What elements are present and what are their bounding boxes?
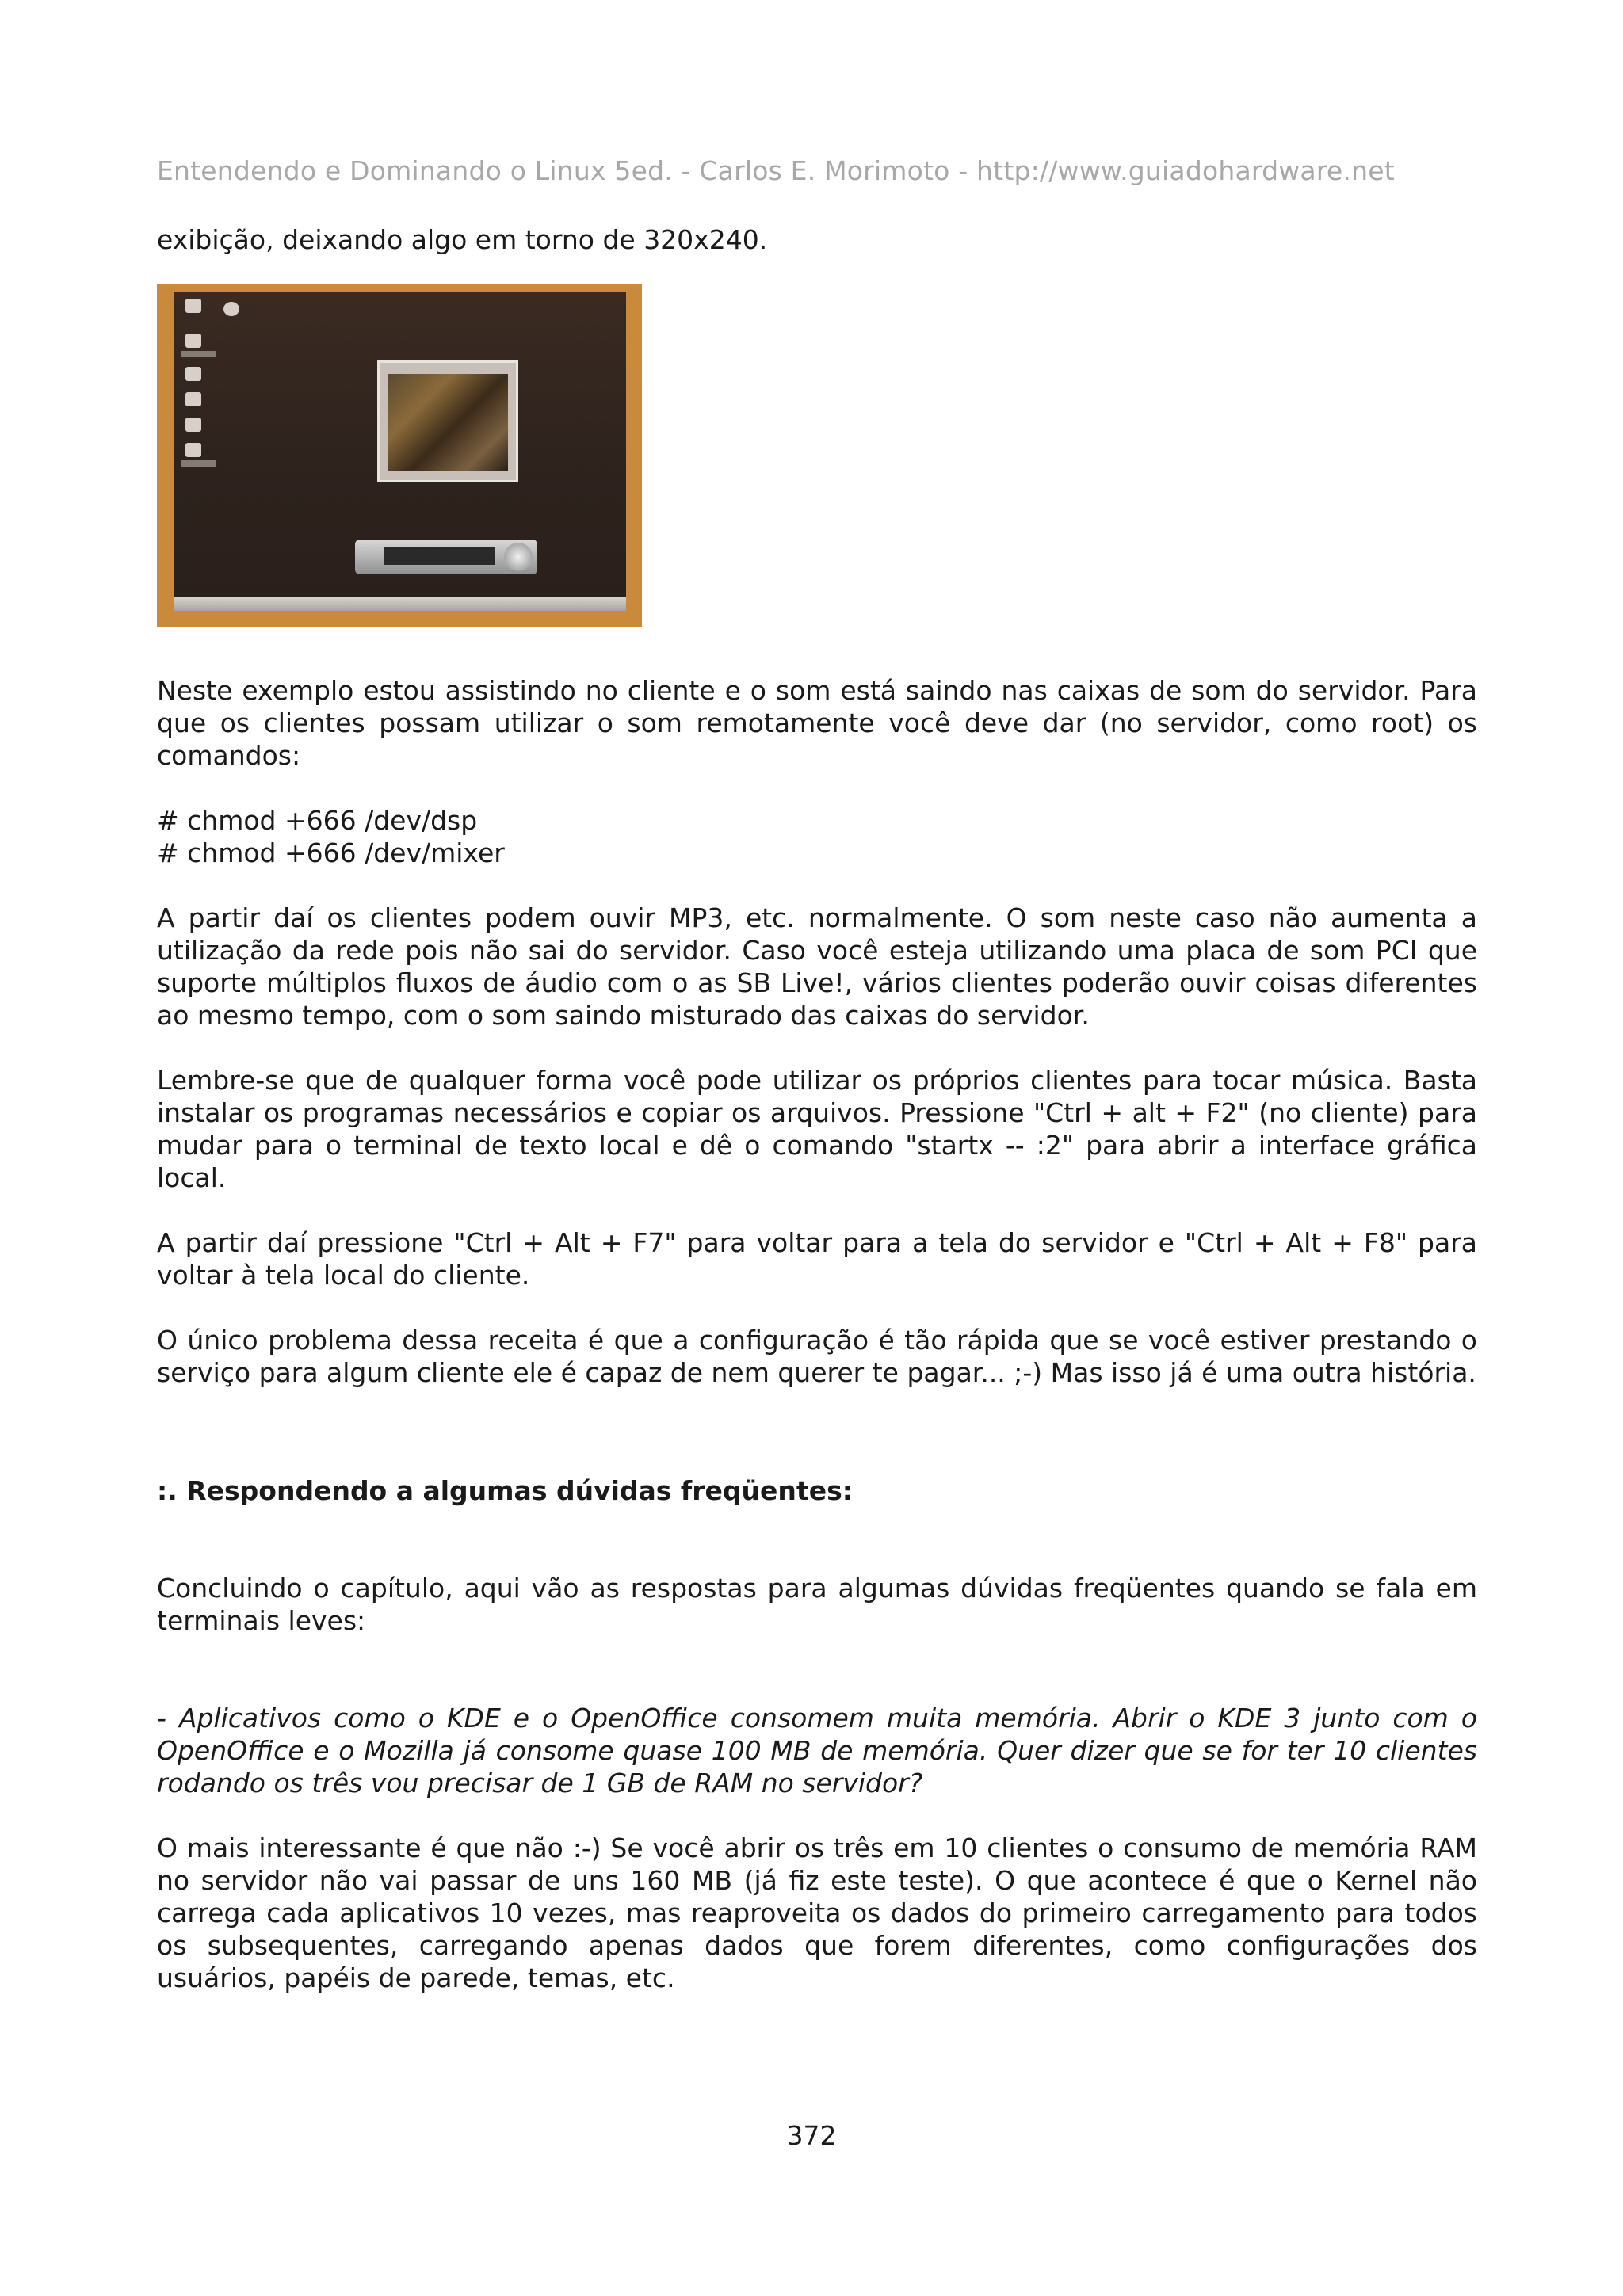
command-block [157, 804, 1477, 869]
page-number: 372 [786, 2120, 837, 2151]
running-header: Entendendo e Dominando o Linux 5ed. - Carlos E. Morimoto - http://www.guiadohardware.net [157, 155, 1395, 186]
intro-paragraph: exibição, deixando algo em torno de 320x240. [157, 224, 768, 255]
body-paragraph: Neste exemplo estou assistindo no cliente e o som está saindo nas caixas de som do servidor. Para que os clientes possam utilizar o som remotamente você deve dar (no servidor, como root) os comandos: [157, 675, 1477, 771]
desktop-icon-label [181, 460, 216, 467]
section-intro: Concluindo o capítulo, aqui vão as respostas para algumas dúvidas freqüentes quando se fala em terminais leves: [157, 1573, 1477, 1636]
body-paragraph: O único problema dessa receita é que a configuração é tão rápida que se você estiver prestando o serviço para algum cliente ele é capaz de nem querer te pagar... ;-) Mas isso já é uma outra história. [157, 1325, 1477, 1388]
desktop-icon [185, 418, 201, 432]
media-player [355, 540, 537, 574]
desktop-icon [185, 392, 201, 406]
page-content [157, 223, 1477, 1994]
volume-knob-icon [504, 543, 533, 571]
faq-answer: O mais interessante é que não :-) Se você abrir os três em 10 clientes o consumo de memória RAM no servidor não vai passar de uns 160 MB (já fiz este teste). O que acontece é que o Kernel não carrega cada aplicativos 10 vezes, mas reaproveita os dados do primeiro carregamento para todos os subsequentes, carregando apenas dados que forem diferentes, como configurações dos usuários, papéis de parede, temas, etc. [157, 1833, 1477, 1993]
desktop-icon [185, 443, 201, 457]
desktop-icon [223, 302, 239, 316]
video-window [377, 360, 518, 482]
faq-question: - Aplicativos como o KDE e o OpenOffice consomem muita memória. Abrir o KDE 3 junto com o OpenOffice e o Mozilla já consome quase 100 MB de memória. Quer dizer que se for ter 10 clientes rodando os três vou precisar de 1 GB de RAM no servidor? [157, 1703, 1477, 1798]
body-paragraph: A partir daí os clientes podem ouvir MP3, etc. normalmente. O som neste caso não aumenta a utilização da rede pois não sai do servidor. Caso você esteja utilizando uma placa de som PCI que suporte múltiplos fluxos de áudio com o as SB Live!, vários clientes poderão ouvir coisas diferentes ao mesmo tempo, com o som saindo misturado das caixas do servidor. [157, 902, 1477, 1031]
body-paragraph: A partir daí pressione "Ctrl + Alt + F7" para voltar para a tela do servidor e "Ctrl + Alt + F8" para voltar à tela local do cliente. [157, 1227, 1477, 1291]
body-paragraph: Lembre-se que de qualquer forma você pode utilizar os próprios clientes para tocar música. Basta instalar os programas necessários e copiar os arquivos. Pressione "Ctrl + alt + F2" (no cliente) para mudar para o terminal de texto local e dê o comando "startx -- :2" para abrir a interface gráfica local. [157, 1065, 1477, 1193]
command-line: # chmod +666 /dev/dsp [157, 805, 478, 836]
command-line: # chmod +666 /dev/mixer [157, 837, 505, 868]
desktop-icon [185, 367, 201, 381]
player-display [384, 547, 495, 565]
monitor-photo [157, 284, 642, 627]
section-heading: :. Respondendo a algumas dúvidas freqüentes: [157, 1475, 853, 1506]
video-frame [388, 374, 508, 471]
desktop-icon [185, 334, 201, 348]
desktop-icon-label [181, 351, 216, 357]
desktop-icon [185, 299, 201, 313]
taskbar [174, 597, 626, 611]
desktop-screen [174, 292, 626, 611]
